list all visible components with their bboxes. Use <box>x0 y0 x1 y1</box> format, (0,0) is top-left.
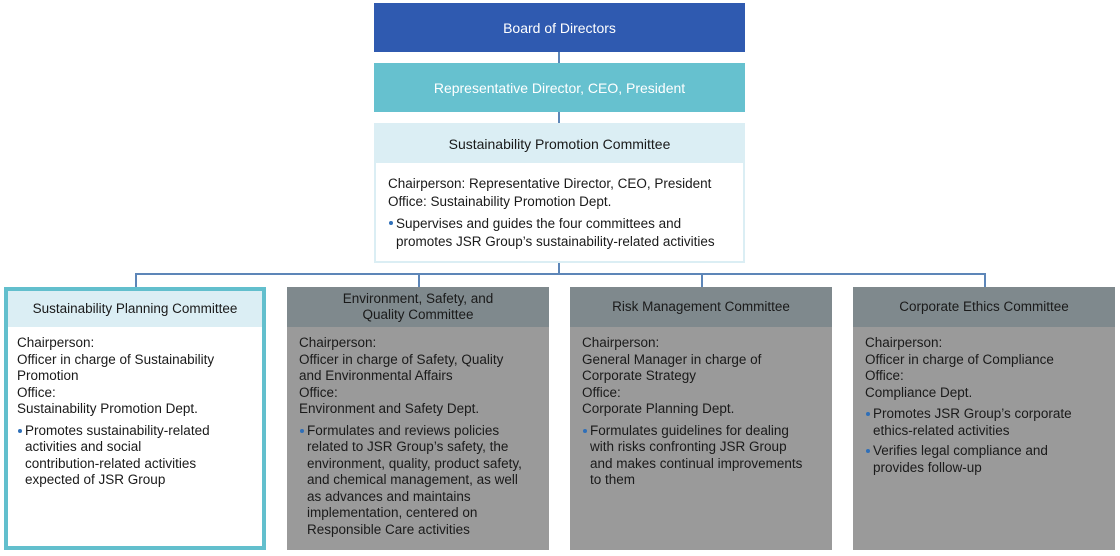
bullet-line: provides follow-up <box>873 459 982 475</box>
committee-bullet <box>17 423 254 489</box>
office-line: Compliance Dept. <box>865 384 973 400</box>
bullet-line: contribution-related activities <box>25 455 197 471</box>
risk-management-committee-box <box>570 287 832 550</box>
office-label: Office: <box>865 368 904 383</box>
sustainability-promotion-committee-box <box>374 123 745 263</box>
bullet-line: ethics-related activities <box>873 422 1010 438</box>
committee-title-line: Environment, Safety, and <box>342 291 494 306</box>
board-of-directors-label: Board of Directors <box>503 19 616 36</box>
bullet-line: expected of JSR Group <box>25 472 166 487</box>
bullet-line: environment, quality, product safety, <box>307 455 522 471</box>
environment-safety-quality-committee-box <box>287 287 549 550</box>
committee-title: Corporate Ethics Committee <box>853 287 1115 327</box>
office-label: Office: <box>299 384 338 400</box>
chair-line: Officer in charge of Safety, Quality <box>299 351 504 367</box>
bullet-line: and chemical management, as well <box>307 472 518 487</box>
office-label: Office: <box>582 384 621 400</box>
committee-bullet <box>582 423 822 489</box>
office-label: Office: <box>17 384 56 400</box>
chair-line: Officer in charge of Sustainability <box>17 351 215 367</box>
committee-title <box>287 287 549 327</box>
office-line: Sustainability Promotion Dept. <box>17 401 198 416</box>
committee-title: Risk Management Committee <box>570 287 832 327</box>
promotion-committee-bullet-line: promotes JSR Group’s sustainability-related activities <box>396 233 715 249</box>
representative-director-box <box>374 63 745 112</box>
committee-bullet <box>299 423 539 539</box>
bullet-line: implementation, centered on <box>307 505 478 520</box>
connector-branch-2 <box>418 273 420 287</box>
bullet-line: and makes continual improvements <box>590 455 803 471</box>
chair-line: Corporate Strategy <box>582 368 697 383</box>
bullet-line: to them <box>590 472 636 487</box>
bullet-line: Verifies legal compliance and <box>873 443 1048 458</box>
committee-bullet <box>865 443 1105 476</box>
sustainability-planning-committee-box <box>4 287 266 550</box>
representative-director-label: Representative Director, CEO, President <box>433 79 686 96</box>
chair-line: General Manager in charge of <box>582 351 762 367</box>
connector-branch-1 <box>135 273 137 287</box>
chair-label: Chairperson: <box>865 335 943 350</box>
committee-bullet <box>865 406 1105 439</box>
corporate-ethics-committee-box <box>853 287 1115 550</box>
connector-representative-to-committee <box>558 112 560 123</box>
chair-line: Officer in charge of Compliance <box>865 351 1054 367</box>
promotion-committee-bullet-line: Supervises and guides the four committees and <box>396 216 682 231</box>
bullet-line: as advances and maintains <box>307 488 471 504</box>
office-line: Corporate Planning Dept. <box>582 401 735 416</box>
promotion-committee-chair: Chairperson: Representative Director, CEO, President <box>388 176 712 191</box>
promotion-committee-bullet <box>388 215 731 250</box>
office-line: Environment and Safety Dept. <box>299 401 480 416</box>
board-of-directors-box <box>374 3 745 52</box>
bullet-line: activities and social <box>25 439 142 454</box>
chair-label: Chairperson: <box>299 335 377 350</box>
chair-label: Chairperson: <box>17 335 95 350</box>
bullet-line: with risks confronting JSR Group <box>590 439 787 454</box>
promotion-committee-title: Sustainability Promotion Committee <box>376 125 743 163</box>
branch-line <box>135 273 985 275</box>
bullet-line: related to JSR Group’s safety, the <box>307 439 509 454</box>
connector-board-to-representative <box>558 52 560 63</box>
promotion-committee-office: Office: Sustainability Promotion Dept. <box>388 193 612 209</box>
chair-label: Chairperson: <box>582 335 660 350</box>
connector-branch-3 <box>701 273 703 287</box>
connector-branch-4 <box>984 273 986 287</box>
chair-line: and Environmental Affairs <box>299 368 453 383</box>
chair-line: Promotion <box>17 368 79 383</box>
committee-title: Sustainability Planning Committee <box>8 291 262 327</box>
bullet-line: Responsible Care activities <box>307 521 470 537</box>
bullet-line: Formulates guidelines for dealing <box>590 422 789 438</box>
bullet-line: Promotes sustainability-related <box>25 422 210 438</box>
bullet-line: Promotes JSR Group’s corporate <box>873 406 1072 421</box>
bullet-line: Formulates and reviews policies <box>307 422 500 438</box>
committee-title-line: Quality Committee <box>362 307 474 322</box>
